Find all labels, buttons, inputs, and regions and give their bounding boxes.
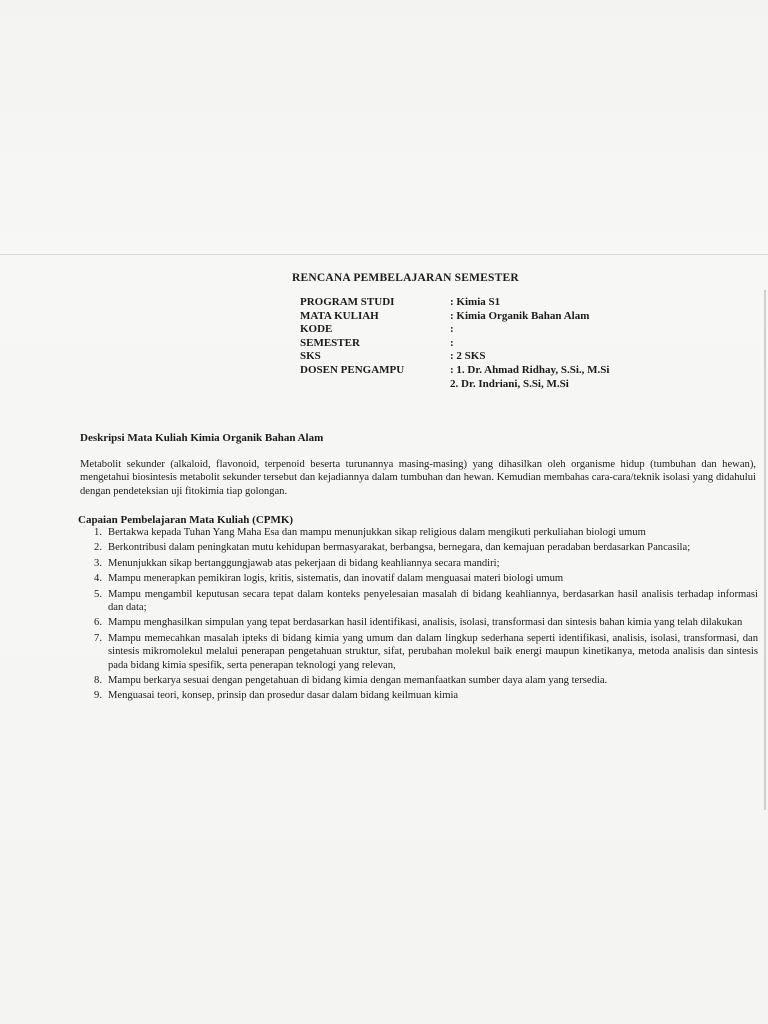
info-label: KODE xyxy=(300,323,333,336)
info-value: : xyxy=(450,336,454,349)
info-row-sks xyxy=(300,350,609,364)
list-item-number: 6. xyxy=(94,617,102,629)
info-row-program-studi xyxy=(300,296,609,310)
list-item-number: 1. xyxy=(94,527,102,538)
list-item-number: 2. xyxy=(94,542,102,554)
list-item-number: 5. xyxy=(94,588,102,600)
info-value-continuation: 2. Dr. Indriani, S.Si, M.Si xyxy=(450,377,569,390)
list-item-text: Mampu berkarya sesuai dengan pengetahuan di bidang kimia dengan memanfaatkan sumber daya alam yang tersedia. xyxy=(108,675,608,687)
list-item-number: 4. xyxy=(94,573,102,585)
document-title: RENCANA PEMBELAJARAN SEMESTER xyxy=(292,272,519,284)
course-info-table xyxy=(300,296,609,391)
list-item-text: Berkontribusi dalam peningkatan mutu kehidupan bermasyarakat, berbangsa, bernegara, dan kemajuan peradaban berdasarkan Pancasila; xyxy=(108,542,691,554)
info-value: : Kimia S1 xyxy=(450,296,501,308)
info-row-mata-kuliah xyxy=(300,310,609,324)
info-value: : 1. Dr. Ahmad Ridhay, S.Si., M.Si xyxy=(450,363,610,376)
list-item-text: Mampu menghasilkan simpulan yang tepat berdasarkan hasil identifikasi, analisis, isolasi, transformasi dan sintesis bahan kimia yang telah dilakukan xyxy=(108,617,743,629)
list-item xyxy=(82,616,758,629)
list-item-text: Mampu mengambil keputusan secara tepat dalam konteks penyelesaian masalah di bidang keahliannya, berdasarkan hasil analisis terhadap informasi dan data; xyxy=(108,588,758,614)
info-label: SEMESTER xyxy=(300,336,360,349)
list-item-text: Menguasai teori, konsep, prinsip dan prosedur dasar dalam bidang keilmuan kimia xyxy=(108,690,459,702)
list-item-text: Menunjukkan sikap bertanggungjawab atas pekerjaan di bidang keahliannya secara mandiri; xyxy=(108,557,500,569)
list-item xyxy=(82,526,758,539)
cpmk-heading: Capaian Pembelajaran Mata Kuliah (CPMK) xyxy=(78,514,294,526)
list-item xyxy=(82,632,758,672)
info-value: : xyxy=(450,323,454,336)
list-item xyxy=(82,588,758,615)
list-item xyxy=(82,572,758,585)
list-item-number: 7. xyxy=(94,632,102,644)
list-item-text: Mampu memecahkan masalah ipteks di bidang kimia yang umum dan dalam lingkup sederhana seperti identifikasi, analisis, isolasi, transformasi, dan sintesis mikromolekul melalui penerapan pengetahuan struktur, sifat, perubahan molekul baik energi maupun kinetikanya, metoda analisis dan sintesis pada bidang kimia spesifik, serta penerapan teknologi yang relevan, xyxy=(108,632,758,671)
list-item xyxy=(82,674,758,687)
info-label: MATA KULIAH xyxy=(300,309,379,322)
info-label: DOSEN PENGAMPU xyxy=(300,363,405,376)
info-label: SKS xyxy=(300,350,321,363)
list-item xyxy=(82,689,758,702)
description-heading: Deskripsi Mata Kuliah Kimia Organik Bahan Alam xyxy=(80,432,324,444)
info-row-kode xyxy=(300,323,609,337)
info-label: PROGRAM STUDI xyxy=(300,296,395,308)
info-value: : Kimia Organik Bahan Alam xyxy=(450,309,590,322)
info-row-dosen-pengampu xyxy=(300,364,609,378)
list-item-text: Mampu menerapkan pemikiran logis, kritis, sistematis, dan inovatif dalam menguasai materi biologi umum xyxy=(108,573,564,585)
list-item-number: 3. xyxy=(94,557,102,569)
scan-right-edge xyxy=(764,290,766,810)
list-item xyxy=(82,541,758,554)
description-paragraph: Metabolit sekunder (alkaloid, flavonoid, terpenoid beserta turunannya masing-masing) yang dihasilkan oleh organisme hidup (tumbuhan dan hewan), mengetahui biosintesis metabolit sekunder tersebut dan kejadiannya dalam tumbuhan dan hewan. Kemudian membahas cara-cara/teknik isolasi yang didahului dengan pendeteksian uji fitokimia tiap golongan. xyxy=(80,459,756,497)
list-item-text: Bertakwa kepada Tuhan Yang Maha Esa dan mampu menunjukkan sikap religious dalam mengikuti perkuliahan biologi umum xyxy=(108,527,646,538)
list-item-number: 8. xyxy=(94,675,102,687)
info-value: : 2 SKS xyxy=(450,350,486,363)
cpmk-list xyxy=(82,526,758,705)
scan-edge-line xyxy=(0,254,768,255)
list-item-number: 9. xyxy=(94,690,102,702)
list-item xyxy=(82,557,758,570)
info-row-semester xyxy=(300,337,609,351)
